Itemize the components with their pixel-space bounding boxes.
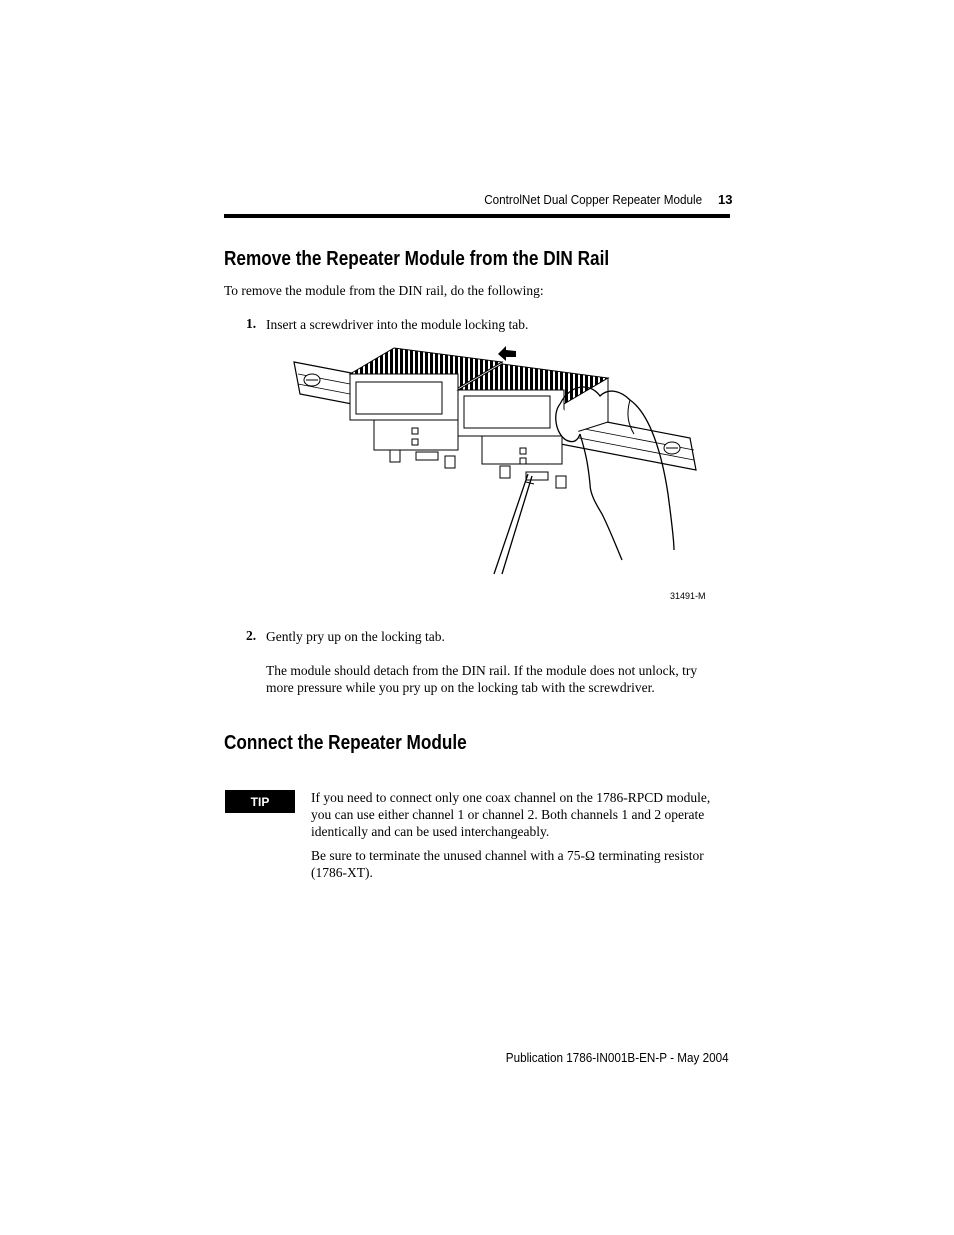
tip-paragraph-2: Be sure to terminate the unused channel with a 75-Ω terminating resistor (1786-XT). xyxy=(311,848,704,880)
step-1-text: Insert a screwdriver into the module locking tab. xyxy=(266,317,529,332)
right-rail-screw-icon xyxy=(664,442,680,454)
figure-id: 31491-M xyxy=(670,591,706,601)
right-repeater-module xyxy=(458,364,608,488)
intro-text: To remove the module from the DIN rail, do the following: xyxy=(224,283,544,298)
header-rule xyxy=(224,214,730,218)
step-2-detail: The module should detach from the DIN rail. If the module does not unlock, try more pressure while you pry up on the locking tab with the screwdriver. xyxy=(266,663,698,695)
step-2-number: 2. xyxy=(246,628,257,643)
section-heading-remove: Remove the Repeater Module from the DIN Rail xyxy=(224,248,610,270)
left-rail-screw-icon xyxy=(304,374,320,386)
publication-footer: Publication 1786-IN001B-EN-P - May 2004 xyxy=(506,1050,729,1065)
screwdriver-illustration xyxy=(494,474,534,574)
arrow-left-icon xyxy=(498,346,516,361)
din-rail-removal-illustration xyxy=(290,344,710,576)
running-header: ControlNet Dual Copper Repeater Module xyxy=(484,192,702,207)
tip-badge: TIP xyxy=(225,790,295,813)
tip-paragraph-1: If you need to connect only one coax channel on the 1786-RPCD module, you can use either channel 1 or channel 2. Both channels 1 and 2 operate identically and can be used interchangeably. xyxy=(311,790,711,839)
section-heading-connect: Connect the Repeater Module xyxy=(224,732,467,754)
step-1-number: 1. xyxy=(246,316,257,331)
step-2-text: Gently pry up on the locking tab. xyxy=(266,629,445,644)
page-number: 13 xyxy=(718,192,733,207)
